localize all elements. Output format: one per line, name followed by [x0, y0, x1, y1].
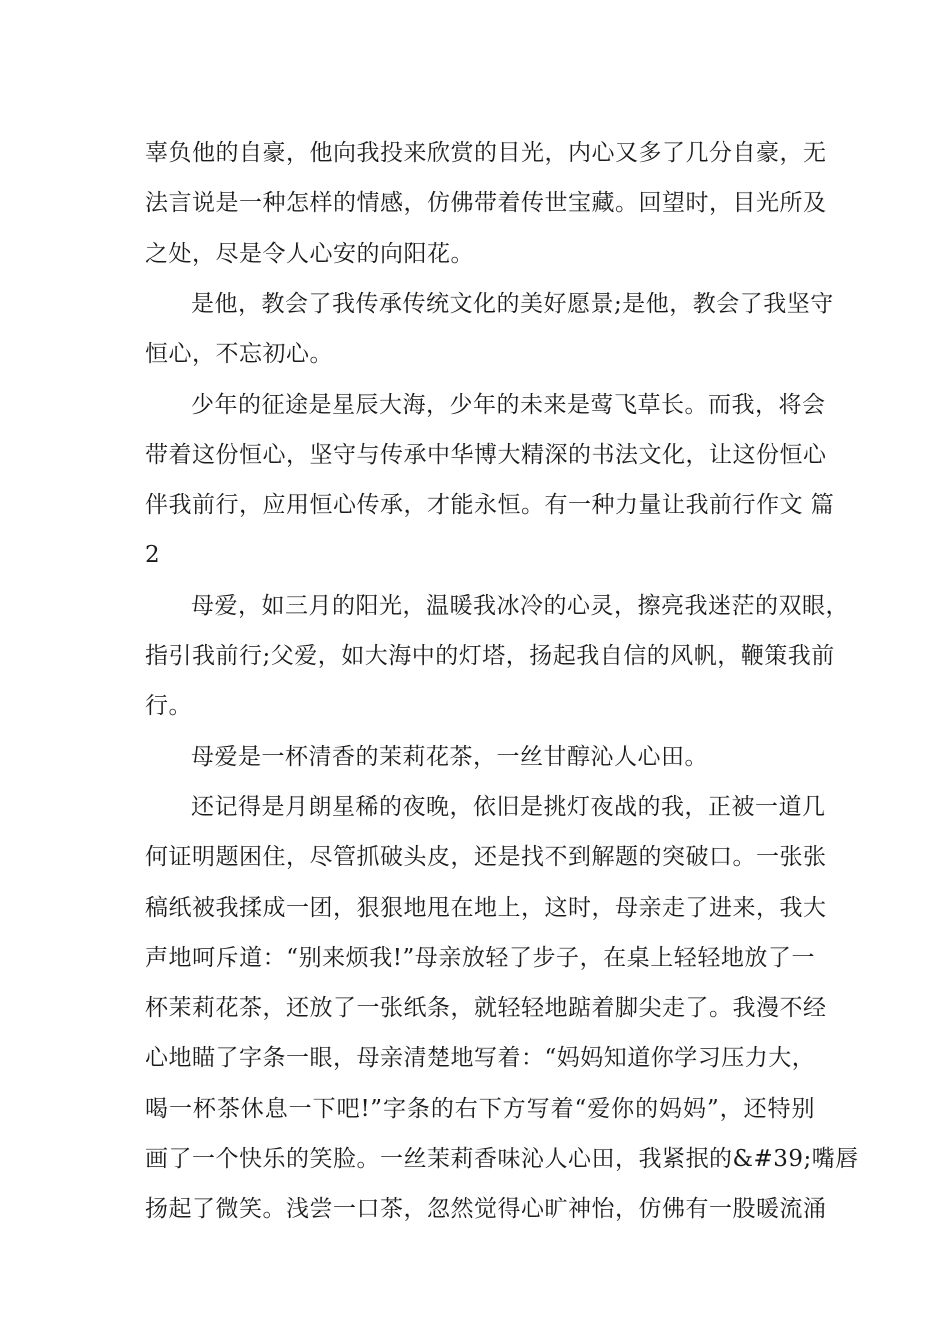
- text-line: 恒心，不忘初心。: [145, 341, 333, 367]
- text-line: 法言说是一种怎样的情感，仿佛带着传世宝藏。回望时，目光所及: [145, 190, 827, 216]
- text-line: 少年的征途是星辰大海，少年的未来是莺飞草长。而我，将会: [191, 392, 826, 418]
- text-line: 声地呵斥道：“别来烦我!”母亲放轻了步子，在桌上轻轻地放了一: [145, 945, 815, 971]
- text-line: 指引我前行;父爱，如大海中的灯塔，扬起我自信的风帆，鞭策我前: [145, 643, 835, 669]
- text-line: 带着这份恒心，坚守与传承中华博大精深的书法文化，让这份恒心: [145, 442, 827, 468]
- text-line: 伴我前行，应用恒心传承，才能永恒。有一种力量让我前行作文 篇: [145, 492, 835, 518]
- text-line: 是他，教会了我传承传统文化的美好愿景;是他，教会了我坚守: [191, 291, 834, 317]
- text-line: 行。: [145, 693, 192, 719]
- text-line: 母爱是一杯清香的茉莉花茶，一丝甘醇沁人心田。: [191, 744, 708, 770]
- text-line: 母爱，如三月的阳光，温暖我冰冷的心灵，擦亮我迷茫的双眼，: [191, 593, 849, 619]
- text-line: 稿纸被我揉成一团，狠狠地甩在地上，这时，母亲走了进来，我大: [145, 895, 827, 921]
- text-line: 之处，尽是令人心安的向阳花。: [145, 241, 474, 267]
- text-line: 扬起了微笑。浅尝一口茶，忽然觉得心旷神怡，仿佛有一股暖流涌: [145, 1196, 827, 1222]
- text-line: 喝一杯茶休息一下吧!”字条的右下方写着“爱你的妈妈”，还特别: [145, 1096, 815, 1122]
- text-line: 2: [145, 542, 161, 568]
- text-line: 辜负他的自豪，他向我投来欣赏的目光，内心又多了几分自豪，无: [145, 140, 827, 166]
- text-line: 杯茉莉花茶，还放了一张纸条，就轻轻地踮着脚尖走了。我漫不经: [145, 995, 827, 1021]
- text-line: 还记得是月朗星稀的夜晚，依旧是挑灯夜战的我，正被一道几: [191, 794, 826, 820]
- text-line: 心地瞄了字条一眼，母亲清楚地写着：“妈妈知道你学习压力大，: [145, 1045, 816, 1071]
- text-line: 画了一个快乐的笑脸。一丝茉莉香味沁人心田，我紧抿的&#39;嘴唇: [145, 1146, 859, 1172]
- text-line: 何证明题困住，尽管抓破头皮，还是找不到解题的突破口。一张张: [145, 844, 827, 870]
